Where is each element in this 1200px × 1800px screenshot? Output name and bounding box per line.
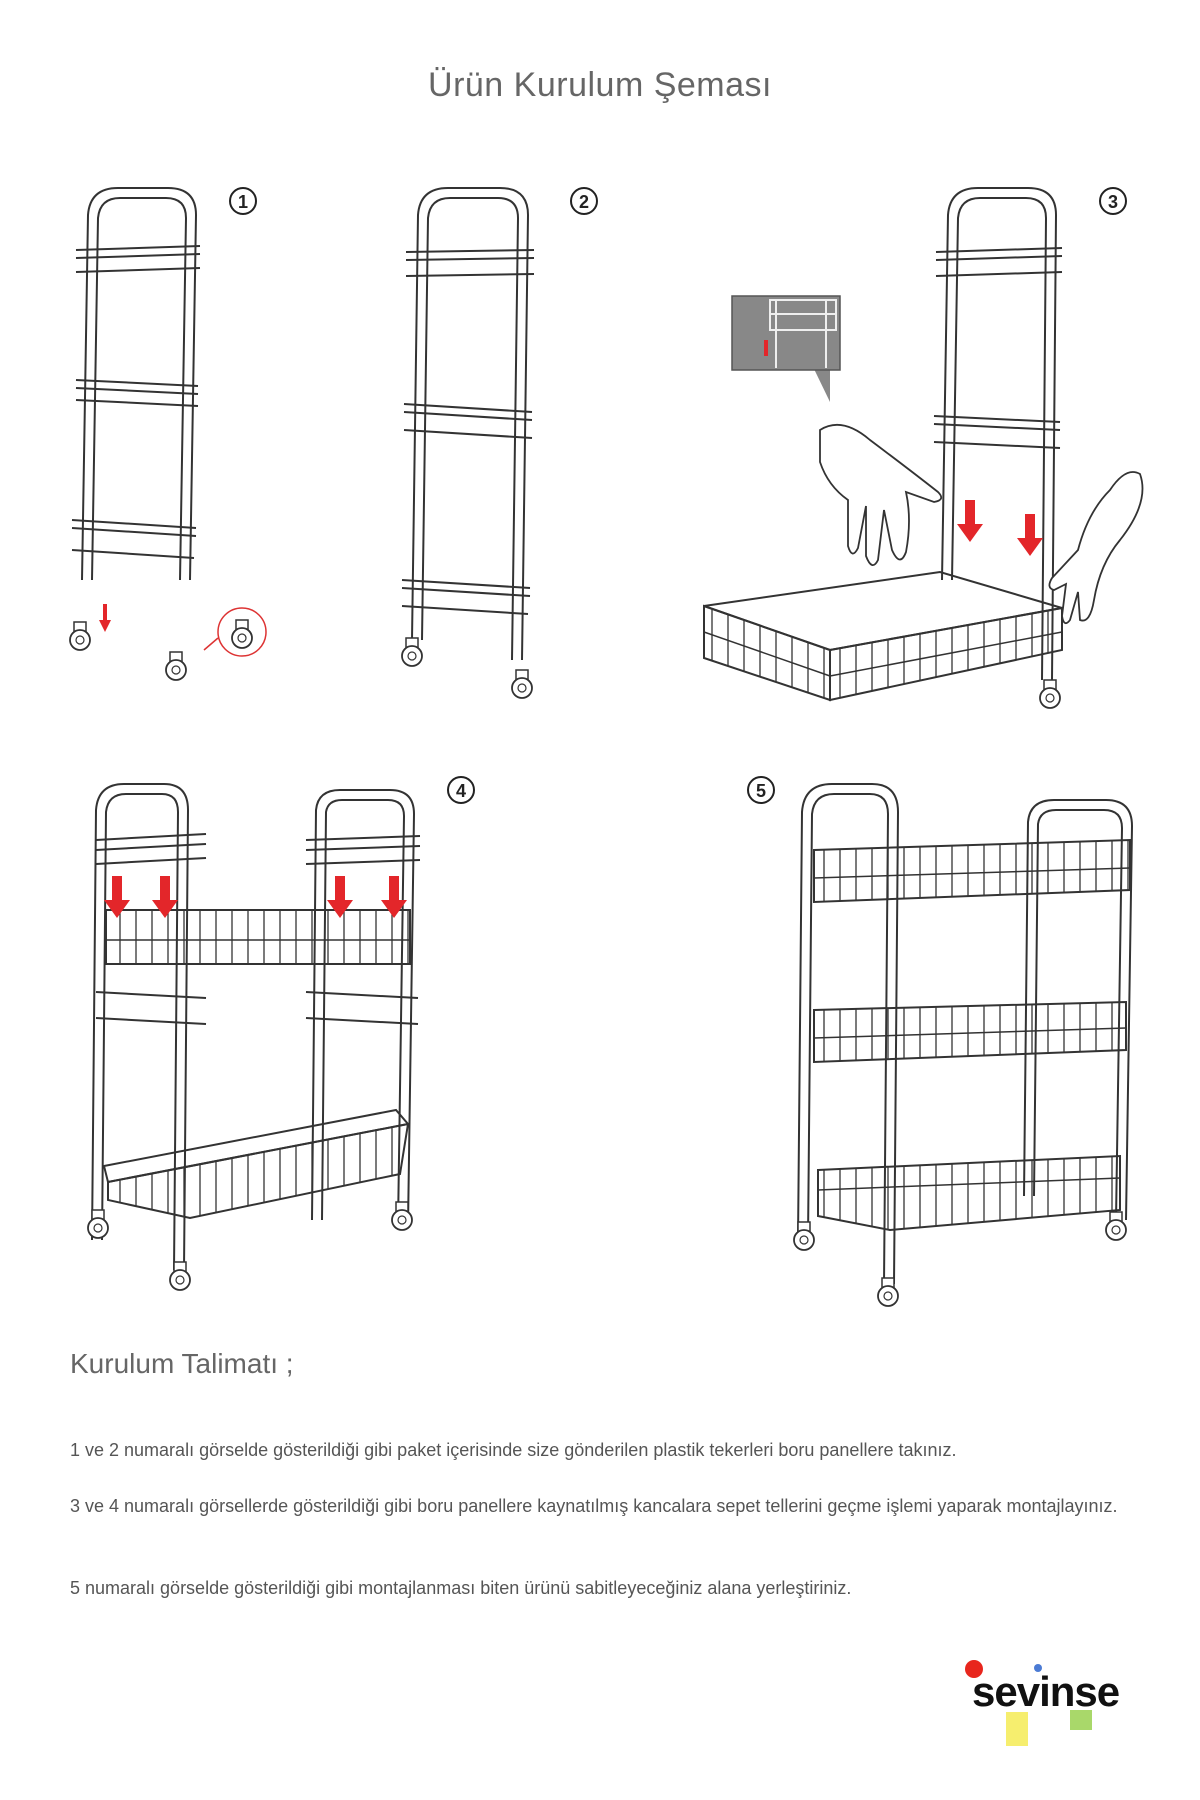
step-1-illustration <box>72 188 200 580</box>
wheel-icon <box>1040 680 1060 708</box>
wheel-icon <box>1106 1212 1126 1240</box>
instruction-paragraph-3: 5 numaralı görselde gösterildiği gibi montajlanması biten ürünü sabitleyeceğiniz alana yerleştiriniz. <box>70 1578 852 1598</box>
right-hand-icon <box>1049 472 1142 623</box>
basket-illustration <box>704 572 1062 700</box>
wheel-icon <box>402 638 422 666</box>
wheel-icon <box>88 1210 108 1238</box>
wheel-icon <box>70 622 90 650</box>
instruction-paragraph-2: 3 ve 4 numaralı görsellerde gösterildiği gibi boru panellere kaynatılmış kancalara sepet tellerini geçme işlemi yaparak montajlayınız. <box>70 1496 1118 1516</box>
left-hand-icon <box>820 425 941 565</box>
wheel-icon <box>512 670 532 698</box>
basket-illustration <box>104 910 410 1218</box>
red-arrow-icon <box>1017 514 1043 556</box>
wheel-icon <box>166 652 186 680</box>
hook-detail-callout <box>732 296 840 402</box>
step-4-number: 4 <box>455 781 467 801</box>
step-1-number: 1 <box>237 192 249 212</box>
wheel-icon <box>794 1222 814 1250</box>
step-5-number: 5 <box>755 781 767 801</box>
red-arrow-icon <box>99 604 111 632</box>
red-arrow-icon <box>957 500 983 542</box>
assembly-diagram <box>0 180 1200 1310</box>
basket-illustration <box>814 840 1130 1230</box>
wheel-detail-callout <box>204 608 266 656</box>
logo-yellow-mark <box>1006 1712 1028 1746</box>
step-2-illustration <box>402 188 534 660</box>
page-title: Ürün Kurulum Şeması <box>428 66 772 104</box>
step-3-number: 3 <box>1107 192 1119 212</box>
logo-text: sevinse <box>972 1668 1120 1715</box>
brand-logo <box>950 1660 1120 1760</box>
step-3-illustration <box>934 188 1062 680</box>
instructions-heading: Kurulum Talimatı ; <box>70 1348 294 1379</box>
instruction-paragraph-1: 1 ve 2 numaralı görselde gösterildiği gibi paket içerisinde size gönderilen plastik tekerleri boru panellere takınız. <box>70 1440 957 1460</box>
step-2-number: 2 <box>578 192 590 212</box>
wheel-icon <box>170 1262 190 1290</box>
